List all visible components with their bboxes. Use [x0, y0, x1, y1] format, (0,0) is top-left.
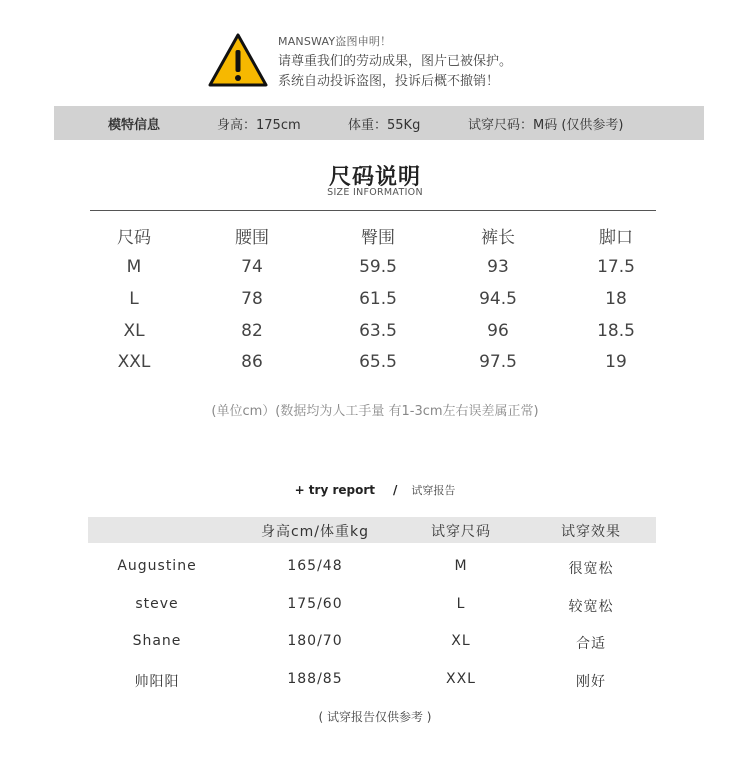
- table-row: [90, 352, 656, 384]
- cell-fit-effect: 刚好: [576, 674, 606, 690]
- cell-length: 96: [487, 321, 509, 341]
- cell-hem: 18: [605, 289, 627, 309]
- cell-size: XL: [123, 321, 145, 341]
- copyright-notice: [278, 32, 512, 92]
- cell-hip: 61.5: [359, 289, 397, 309]
- notice-line-2: 请尊重我们的劳动成果，图片已被保护。: [278, 54, 513, 69]
- cell-height-weight: 165/48: [287, 558, 343, 574]
- cell-tried-size: L: [456, 596, 466, 612]
- cell-length: 93: [487, 257, 509, 277]
- cell-length: 94.5: [479, 289, 517, 309]
- cell-hem: 17.5: [597, 257, 635, 277]
- warning-icon: [207, 32, 269, 88]
- model-weight: 体重：55Kg: [348, 118, 421, 133]
- cell-waist: 86: [241, 352, 263, 372]
- model-tried-size: 试穿尺码：M码 (仅供参考): [468, 118, 624, 133]
- try-report-note: ( 试穿报告仅供参考 ): [318, 710, 432, 724]
- table-row: [90, 257, 656, 289]
- cell-height-weight: 188/85: [287, 671, 343, 687]
- try-report-title-en: + try report: [294, 483, 376, 497]
- cell-size: XXL: [117, 352, 151, 372]
- try-report-heading: [0, 482, 750, 498]
- header-hem: 脚口: [599, 228, 633, 248]
- table-row: [90, 289, 656, 321]
- cell-fit-effect: 较宽松: [568, 599, 614, 615]
- cell-name: Shane: [132, 633, 182, 649]
- model-info-bar: [54, 106, 704, 140]
- cell-height-weight: 175/60: [287, 596, 343, 612]
- cell-hem: 18.5: [597, 321, 635, 341]
- cell-length: 97.5: [479, 352, 517, 372]
- cell-hip: 63.5: [359, 321, 397, 341]
- cell-hip: 65.5: [359, 352, 397, 372]
- cell-waist: 82: [241, 321, 263, 341]
- notice-line-1: MANSWAY盗图申明！: [278, 35, 392, 48]
- header-length: 裤长: [481, 228, 515, 248]
- title-separator: /: [393, 483, 398, 497]
- cell-size: L: [129, 289, 139, 309]
- cell-tried-size: XXL: [446, 671, 476, 687]
- cell-name: steve: [135, 596, 179, 612]
- model-info-label: 模特信息: [108, 118, 161, 133]
- cell-hem: 19: [605, 352, 627, 372]
- header-tried-size: 试穿尺码: [431, 524, 491, 540]
- size-note: (单位cm）(数据均为人工手量 有1-3cm左右误差属正常): [211, 404, 539, 419]
- notice-line-3: 系统自动投诉盗图，投诉后概不撤销！: [278, 74, 500, 89]
- header-fit-effect: 试穿效果: [561, 524, 621, 540]
- cell-hip: 59.5: [359, 257, 397, 277]
- size-section-subtitle: SIZE INFORMATION: [327, 187, 423, 198]
- cell-fit-effect: 合适: [576, 636, 606, 652]
- cell-waist: 74: [241, 257, 263, 277]
- cell-name: 帅阳阳: [134, 674, 180, 690]
- cell-height-weight: 180/70: [287, 633, 343, 649]
- cell-fit-effect: 很宽松: [568, 561, 614, 577]
- size-section-title: 尺码说明: [328, 165, 421, 190]
- cell-waist: 78: [241, 289, 263, 309]
- cell-tried-size: M: [454, 558, 468, 574]
- size-table-header: [90, 223, 656, 255]
- cell-tried-size: XL: [451, 633, 471, 649]
- divider: [90, 210, 656, 211]
- cell-name: Augustine: [117, 558, 197, 574]
- try-report-title-cn: 试穿报告: [411, 484, 456, 497]
- table-row: [90, 321, 656, 353]
- header-hip: 臀围: [361, 228, 395, 248]
- header-height-weight: 身高cm/体重kg: [260, 524, 370, 540]
- header-waist: 腰围: [235, 228, 269, 248]
- model-height: 身高：175cm: [217, 118, 301, 133]
- header-size: 尺码: [117, 228, 151, 248]
- cell-size: M: [126, 257, 142, 277]
